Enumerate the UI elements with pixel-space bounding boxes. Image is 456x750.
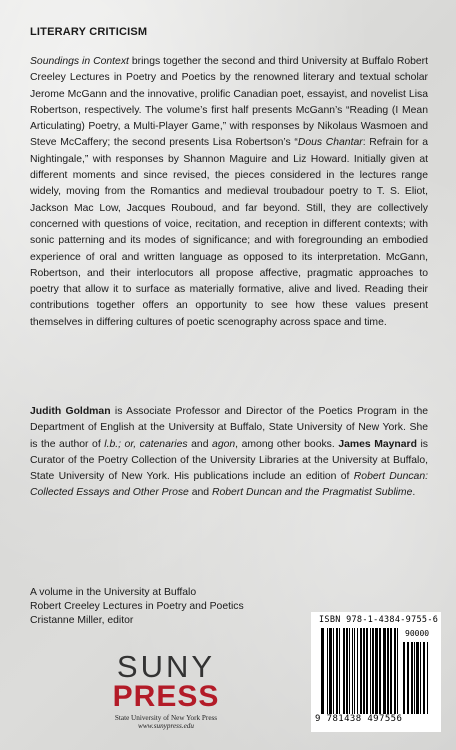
bio-run: l.b.; or, catenaries	[104, 438, 188, 450]
ean-digits: 9 781438 497556	[315, 714, 403, 724]
bio-run: is Curator of the Poetry Collection of the University Libraries at the University at Buffalo, State University of New York. His publications include an edition of	[30, 438, 429, 483]
bio-run: James Maynard	[338, 438, 417, 450]
price-barcode-bars	[403, 642, 433, 716]
description-run: : Refrain for a Nightingale,” with responses by Shannon Maguire and Liz Howard. Initially given at different moments and since revised, the pieces considered in the lectures range widely, moving from the Romantics and medieval troubadour poetry to T. S. Eliot, Jackson Mac Low, Jacques Rouboud, and far beyond. Still, they are collectively concerned with questions of voice, recitation, and reception in different contexts; with sonic patterning and its modes of significance; and with foregrounding an embodied experience of oral and written language as opposed to its interpretation. McGann, Robertson, and their interlocutors all propose affective, pragmatic approaches to poetry that allow it to surface as materially formative, alive and lived. Reading their contributions together offers an opportunity to see how these values present themselves in differing cultures of poetic scenography across space and time.	[30, 137, 428, 328]
book-description	[30, 54, 428, 331]
editor-bios	[30, 404, 428, 502]
ean-barcode-bars	[321, 628, 401, 716]
series-line-3: Cristanne Miller, editor	[30, 615, 134, 626]
publisher-url: www.sunypress.edu	[138, 722, 194, 730]
category-label: LITERARY CRITICISM	[30, 26, 148, 38]
series-note	[30, 586, 310, 628]
isbn-number: ISBN 978-1-4384-9755-6	[319, 615, 439, 625]
publisher-name: State University of New York Press	[114, 714, 218, 722]
series-line-2: Robert Creeley Lectures in Poetry and Poetics	[30, 601, 244, 612]
logo-press-word: PRESS	[112, 680, 220, 713]
description-run: Dous Chantar	[297, 137, 363, 149]
bio-run: Judith Goldman	[30, 406, 111, 417]
bio-run: and	[187, 438, 213, 450]
logo-suny-word: SUNY	[116, 649, 216, 684]
isbn-barcode	[311, 612, 441, 732]
description-run: Soundings in Context	[30, 56, 129, 67]
suny-press-logo	[86, 651, 246, 730]
series-line-1: A volume in the University at Buffalo	[30, 587, 197, 598]
bio-run: .	[412, 487, 416, 499]
bio-run: is Associate Professor and Director of the Poetics Program in the Department of English at the University at Buffalo, State University of New York. She is the author of	[30, 406, 428, 450]
bio-run: agon	[212, 438, 236, 450]
price-code: 90000	[405, 629, 430, 638]
bio-run: Robert Duncan and the Pragmatist Sublime	[211, 487, 413, 499]
bio-run: and	[188, 487, 212, 499]
bio-run: , among other books.	[235, 438, 339, 450]
bio-run: Robert Duncan: Collected Essays and Other Prose	[30, 471, 429, 499]
description-run: brings together the second and third University at Buffalo Robert Creeley Lectures in Poetry and Poetics by the renowned literary and textual scholar Jerome McGann and the innovative, prolific Canadian poet, essayist, and novelist Lisa Robertson, respectively. The volume’s first half presents McGann’s “Reading (I Mean Articulating) Poetry, a Multi-Player Game,” with responses by Nikolaus Wasmoen and Steve McCaffery; the second presents Lisa Robertson’s “	[30, 56, 429, 149]
